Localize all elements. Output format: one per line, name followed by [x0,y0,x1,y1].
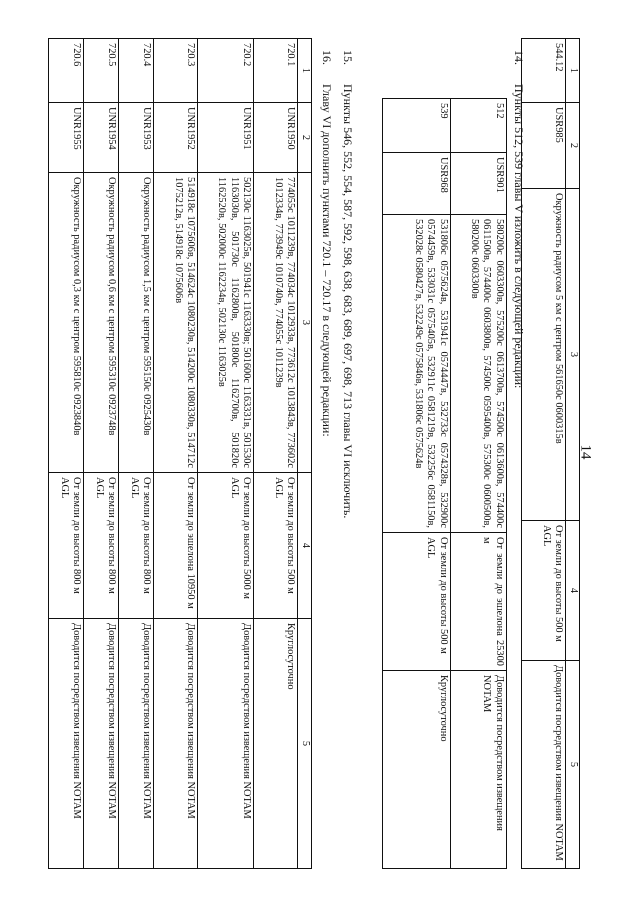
header-cell: 5 [298,619,312,869]
zone-code: UNR1954 [84,103,119,173]
zone-boundary: Окружность радиусом 0,6 км с центром 595310с 0923748в [84,173,119,473]
row-number: 539 [383,99,451,153]
zone-schedule: Доводится посредством извещения NOTAM [522,661,566,869]
paragraph-15 [340,50,355,518]
zone-boundary: 774055с 1011239в, 774034с 1012933в, 773612с 1013843в, 773602с 1012334в, 773949с 1010740в, 774055с 1011239в [254,173,298,473]
paragraph-text: Главу VI дополнить пунктами 720.1 – 720.17 в следующей редакции: [320,84,334,437]
zone-schedule: Доводится посредством извещения NOTAM [119,619,154,869]
zone-altitude: От земли до высоты 800 м AGL [49,473,84,619]
zone-altitude: От земли до эшелона 10950 м [154,473,198,619]
zone-boundary: Окружность радиусом 0,3 км с центром 595810с 0923840в [49,173,84,473]
zone-altitude: От земли до высоты 800 м AGL [119,473,154,619]
table-row [49,39,84,869]
zone-code: UNR1951 [198,103,254,173]
row-number: 544.12 [522,39,566,103]
header-cell: 1 [566,39,580,103]
zone-altitude: От земли до высоты 500 м AGL [254,473,298,619]
row-number: 720.5 [84,39,119,103]
table-a [521,38,580,869]
header-cell: 3 [566,189,580,521]
zone-boundary: Окружность радиусом 5 км с центром 561650с 0600315в [522,189,566,521]
zone-altitude: От земли до эшелона 25300 м [451,533,507,671]
rotated-content [58,38,580,868]
zone-schedule: Круглосуточно [383,671,451,869]
table-c [48,38,312,869]
table-row [154,39,198,869]
zone-altitude: От земли до высоты 800 м AGL [84,473,119,619]
table-row [522,39,566,869]
zone-altitude: От земли до высоты 500 м AGL [383,533,451,671]
row-number: 720.3 [154,39,198,103]
paragraph-16 [319,50,334,437]
paragraph-number: 16. [320,50,334,65]
header-cell: 1 [298,39,312,103]
zone-schedule: Доводится посредством извещения NOTAM [451,671,507,869]
table-header-row [298,39,312,869]
paragraph-number: 14. [512,50,526,65]
row-number: 720.6 [49,39,84,103]
table-row [254,39,298,869]
header-cell: 4 [298,473,312,619]
zone-boundary: 502130с 1163025в, 501941с 1163330в; 501600с 1163331в, 501530с 1163030в, 501730с 1162800в, 501800с 1162700в, 501820с 1162520в, 502000с 1162234в, 502130с 1163025в [198,173,254,473]
zone-schedule: Круглосуточно [254,619,298,869]
paragraph-14 [511,50,526,388]
row-number: 720.2 [198,39,254,103]
header-cell: 4 [566,521,580,661]
zone-code: UNR1953 [119,103,154,173]
zone-code: USR968 [383,153,451,215]
page-number: 14 [577,444,594,460]
zone-schedule: Доводится посредством извещения NOTAM [84,619,119,869]
zone-boundary: 531806с 0575624в, 531941с 0574447в, 532733с 0574328в, 532900с 0574459в, 533031с 0575405в, 532911с 0581219в, 532256с 0581150в, 532028с 0580427в, 532249с 0575846в, 531806с 0575624в [383,215,451,533]
zone-boundary: 580200с 0603300в, 575200с 0613700в, 574500с 0613600в, 574400с 0611500в, 574400с 0603800в, 574500с 0595400в, 575300с 0600500в, 580200с 0603300в [451,215,507,533]
zone-boundary: 514918с 1075606в, 514624с 1080230в, 514200с 1080330в, 514712с 1075212в, 514918с 1075606в [154,173,198,473]
table-row [383,99,451,869]
header-cell: 2 [298,103,312,173]
zone-schedule: Доводится посредством извещения NOTAM [154,619,198,869]
zone-code: UNR1952 [154,103,198,173]
header-cell: 3 [298,173,312,473]
row-number: 512 [451,99,507,153]
header-cell: 5 [566,661,580,869]
row-number: 720.1 [254,39,298,103]
zone-boundary: Окружность радиусом 1,5 км с центром 595150с 0925430в [119,173,154,473]
table-b [382,98,507,869]
zone-schedule: Доводится посредством извещения NOTAM [49,619,84,869]
table-row [84,39,119,869]
table-row [198,39,254,869]
zone-code: UNR1955 [49,103,84,173]
zone-altitude: От земли до высоты 5000 м AGL [198,473,254,619]
paragraph-number: 15. [341,50,355,65]
table-header-row [566,39,580,869]
zone-code: USR901 [451,153,507,215]
header-cell: 2 [566,103,580,189]
zone-code: USR985 [522,103,566,189]
paragraph-text: Пункты 546, 552, 554, 587, 592, 598, 638, 683, 689, 697, 698, 713 главы VI исключить. [341,84,355,519]
table-row [119,39,154,869]
zone-altitude: От земли до высоты 500 м AGL [522,521,566,661]
row-number: 720.4 [119,39,154,103]
paragraph-text: Пункты 512, 539 главы V изложить в следующей редакции: [512,84,526,389]
zone-code: UNR1950 [254,103,298,173]
table-row [451,99,507,869]
zone-schedule: Доводится посредством извещения NOTAM [198,619,254,869]
